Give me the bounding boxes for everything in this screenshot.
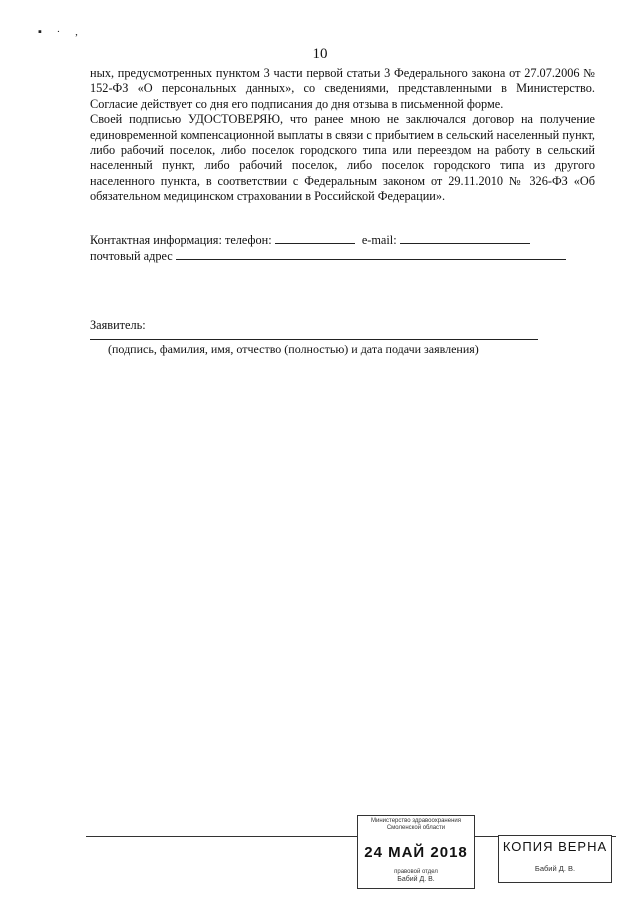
date-stamp-dept: правовой отдел bbox=[394, 869, 438, 875]
certification-paragraph: Своей подписью УДОСТОВЕРЯЮ, что ранее мною не заключался договор на получение единовременной компенсационной выплаты в связи с прибытием в сельский населенный пункт, либо рабочий поселок, либо поселок городского типа или переездом на работу в сельский населенный пункт, либо рабочий поселок, либо поселок городского типа из другого населенного пункта, в соответствии с Федеральным законом от 29.11.2010 № 326-ФЗ «Об обязательном медицинском страховании в Российской Федерации». bbox=[90, 112, 595, 204]
contact-phone-label: Контактная информация: телефон: bbox=[90, 233, 272, 247]
date-stamp-name: Бабий Д. В. bbox=[397, 876, 435, 883]
copy-stamp bbox=[498, 835, 612, 883]
page-number: 10 bbox=[312, 46, 328, 62]
copy-stamp-name: Бабий Д. В. bbox=[534, 864, 576, 873]
contact-info bbox=[90, 232, 610, 264]
signature-caption: (подпись, фамилия, имя, отчество (полностью) и дата подачи заявления) bbox=[108, 342, 479, 356]
date-stamp-date: 24 МАЙ 2018 bbox=[364, 844, 468, 861]
date-stamp bbox=[357, 815, 475, 889]
copy-stamp-title: КОПИЯ ВЕРНА bbox=[502, 839, 608, 854]
body-text bbox=[90, 66, 595, 205]
signature-line bbox=[90, 339, 538, 340]
address-label: почтовый адрес bbox=[90, 249, 173, 263]
contact-address-line bbox=[90, 248, 610, 264]
scan-specks: ▪ · , bbox=[38, 26, 84, 38]
email-blank bbox=[400, 232, 530, 244]
applicant-label: Заявитель: bbox=[90, 318, 146, 332]
date-stamp-org: Министерство здравоохранения Смоленской области bbox=[371, 818, 461, 831]
phone-blank bbox=[275, 232, 355, 244]
address-blank bbox=[176, 248, 566, 260]
contact-phone-email-line bbox=[90, 232, 610, 248]
consent-paragraph: ных, предусмотренных пунктом 3 части первой статьи 3 Федерального закона от 27.07.2006 № 152-ФЗ «О персональных данных», со сведениями, представленными в Министерство. Согласие действует со дня его подписания до дня отзыва в письменной форме. bbox=[90, 66, 595, 111]
email-label: e-mail: bbox=[361, 233, 397, 247]
